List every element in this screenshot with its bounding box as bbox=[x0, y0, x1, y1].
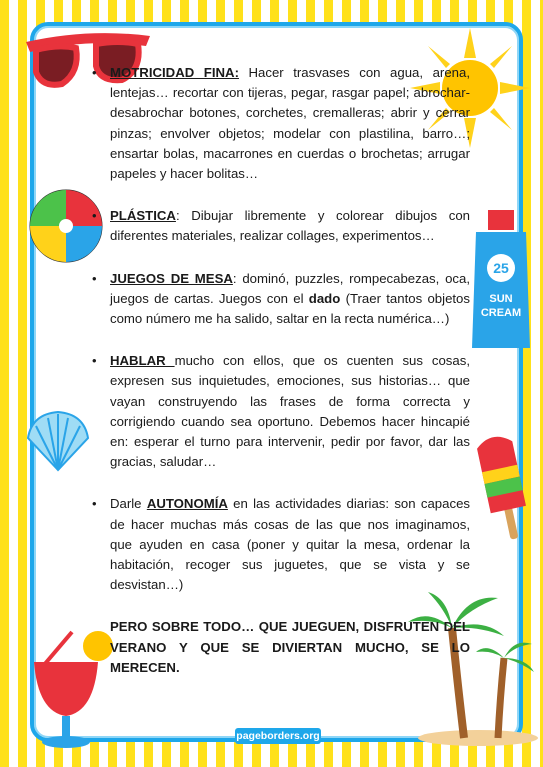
popsicle-icon bbox=[476, 434, 532, 544]
bullet: • bbox=[92, 353, 97, 369]
item-term: HABLAR bbox=[110, 353, 175, 369]
sunscreen-line1: SUN bbox=[489, 293, 513, 305]
item-bold-word: dado bbox=[308, 290, 341, 306]
bullet: • bbox=[92, 208, 97, 224]
sunscreen-icon bbox=[470, 210, 532, 350]
item-text: : Dibujar libremente y colorear dibujos con diferentes materiales, realizar collages, experimentos… bbox=[110, 208, 470, 244]
item-text: mucho con ellos, que os cuenten sus cosas, expresen sus inquietudes, emociones, sus historias… que vayan construyendo las frases de forma correcta y corrigiendo cuando sea oportuno. Debemos hacer hincapié en: esperar el turno para intervenir, pedir por favor, dar las gracias, saludar… bbox=[110, 353, 470, 470]
item-text: Hacer trasvases con agua, arena, lentejas… recortar con tijeras, pegar, rasgar papel; abrochar-desabrochar botones, corchetes, cremalleras; abrir y cerrar pinzas; envolver objetos; modelar con plastilina, barro…; ensartar bolas, macarrones en cuerdas o brochetas; arrugar papeles y hacer bolitas… bbox=[110, 65, 470, 182]
footer-link[interactable]: pageborders.org bbox=[236, 730, 320, 742]
item-text: en las actividades diarias: son capaces de hacer muchas más cosas de las que nos imaginamos, que ayuden en casa (poner y quitar la mesa, ordenar la habitación, recoger sus juguetes, que se vista y se desvistan…) bbox=[110, 496, 470, 593]
item-text: (Traer tantos objetos como número me ha salido, saltar en la recta numérica…) bbox=[110, 290, 470, 327]
bullet: • bbox=[92, 65, 97, 80]
item-term: AUTONOMÍA bbox=[146, 496, 228, 512]
bullet: • bbox=[92, 496, 97, 512]
activity-list bbox=[88, 63, 470, 678]
list-item bbox=[88, 494, 470, 595]
bullet: • bbox=[92, 270, 97, 286]
item-term: JUEGOS DE MESA bbox=[110, 270, 233, 286]
list-item bbox=[88, 351, 470, 472]
item-term: PLÁSTICA bbox=[110, 208, 176, 224]
sunscreen-number: 25 bbox=[493, 260, 509, 276]
list-item bbox=[88, 269, 470, 330]
list-item bbox=[88, 206, 470, 246]
sunscreen-line2: CREAM bbox=[480, 307, 522, 319]
seashell-icon bbox=[22, 410, 94, 476]
item-term: MOTRICIDAD FINA: bbox=[110, 65, 239, 80]
item-prefix: Darle bbox=[110, 496, 147, 512]
list-item bbox=[88, 63, 470, 184]
item-text: : dominó, puzzles, rompecabezas, oca, juegos de cartas. Juegos con el bbox=[110, 270, 470, 306]
closing-message: PERO SOBRE TODO… QUE JUEGUEN, DISFRUTEN DEL VERANO Y QUE SE DIVIERTAN MUCHO, SE LO MERECEN. bbox=[110, 619, 470, 675]
